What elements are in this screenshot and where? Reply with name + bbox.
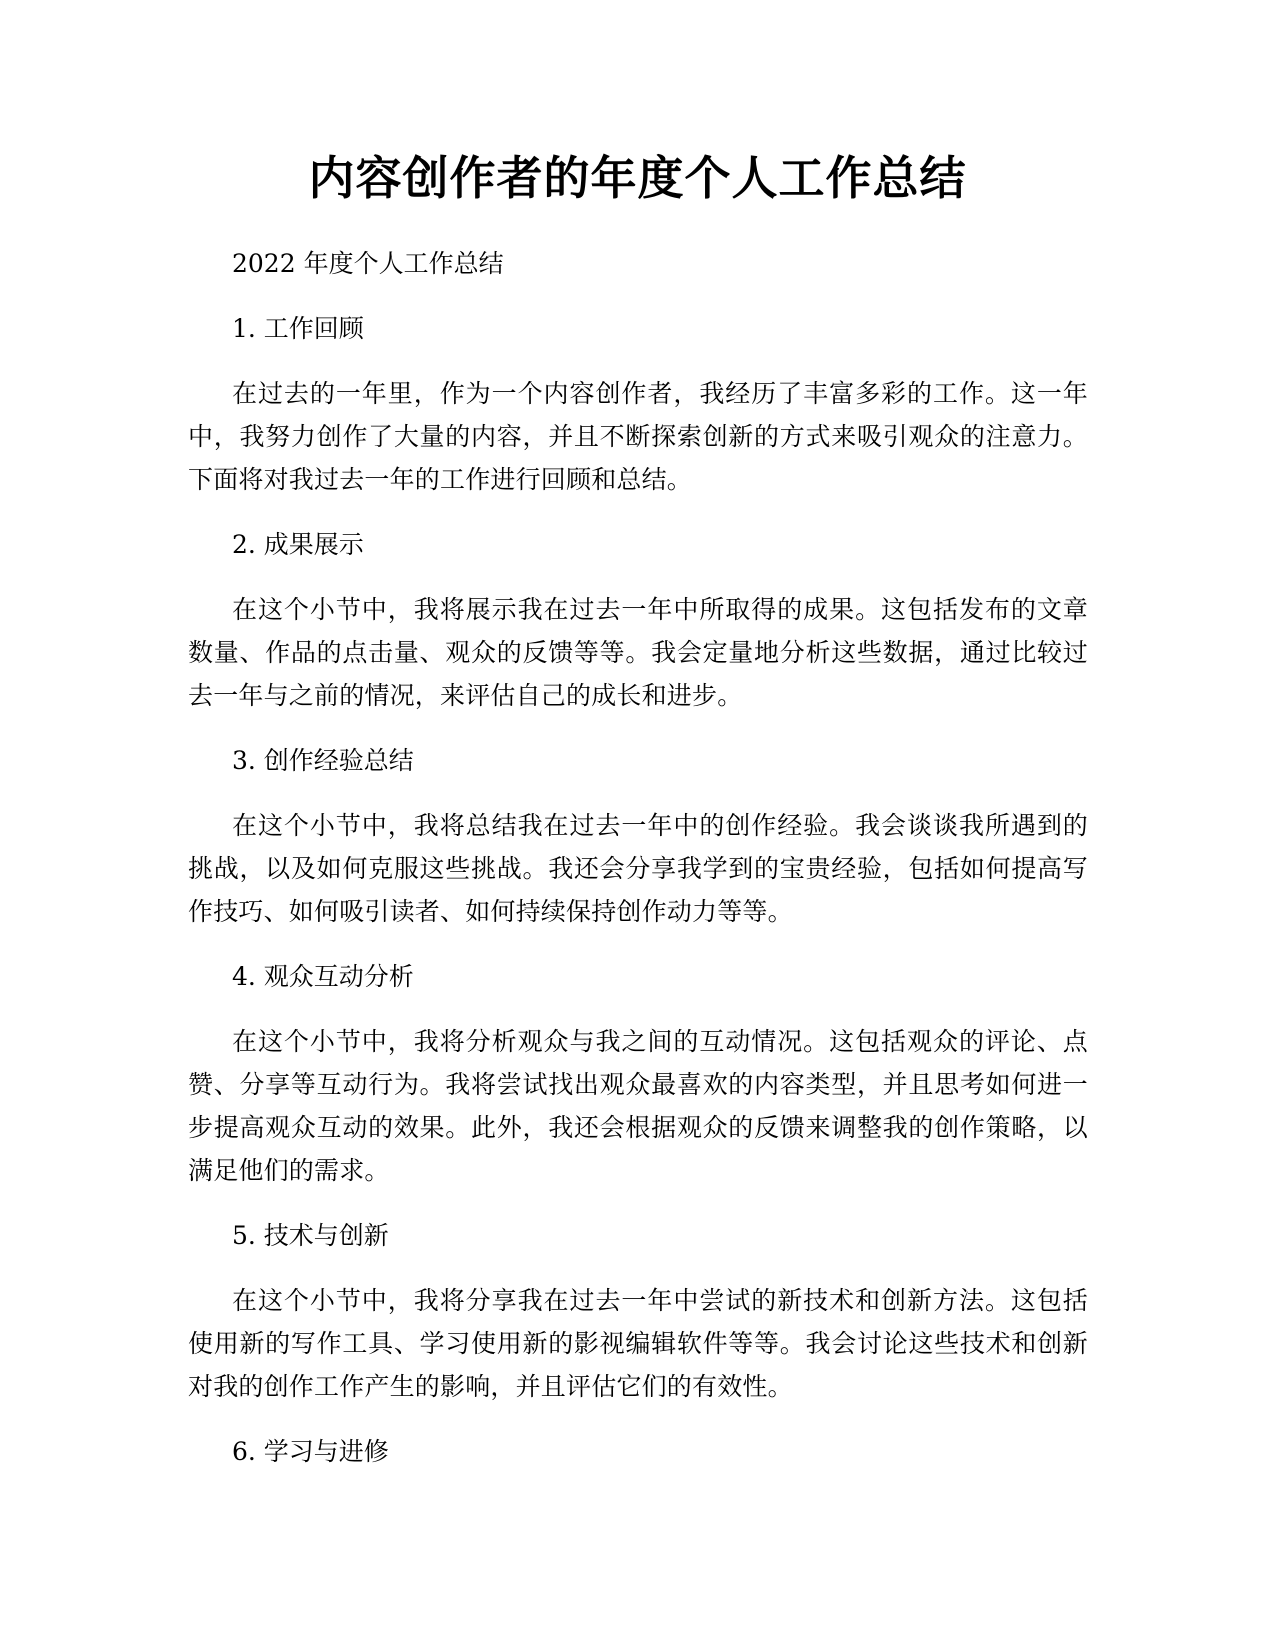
section-paragraph: 在这个小节中，我将展示我在过去一年中所取得的成果。这包括发布的文章数量、作品的点击量、观众的反馈等等。我会定量地分析这些数据，通过比较过去一年与之前的情况，来评估自己的成长和进步。	[188, 595, 1088, 710]
section-paragraph: 在这个小节中，我将分析观众与我之间的互动情况。这包括观众的评论、点赞、分享等互动行为。我将尝试找出观众最喜欢的内容类型，并且思考如何进一步提高观众互动的效果。此外，我还会根据观众的反馈来调整我的创作策略，以满足他们的需求。	[188, 1027, 1088, 1185]
document-title: 内容创作者的年度个人工作总结	[308, 151, 967, 205]
section-paragraph: 在这个小节中，我将分享我在过去一年中尝试的新技术和创新方法。这包括使用新的写作工具、学习使用新的影视编辑软件等等。我会讨论这些技术和创新对我的创作工作产生的影响，并且评估它们的有效性。	[188, 1286, 1088, 1401]
section-heading: 3. 创作经验总结	[232, 746, 414, 775]
section-heading: 2. 成果展示	[232, 530, 364, 559]
section-paragraph: 在这个小节中，我将总结我在过去一年中的创作经验。我会谈谈我所遇到的挑战，以及如何克服这些挑战。我还会分享我学到的宝贵经验，包括如何提高写作技巧、如何吸引读者、如何持续保持创作动力等等。	[188, 811, 1088, 926]
section-heading: 6. 学习与进修	[232, 1437, 389, 1466]
section-heading: 1. 工作回顾	[232, 314, 364, 343]
section-heading: 4. 观众互动分析	[232, 962, 414, 991]
section-paragraph: 在过去的一年里，作为一个内容创作者，我经历了丰富多彩的工作。这一年中，我努力创作了大量的内容，并且不断探索创新的方式来吸引观众的注意力。下面将对我过去一年的工作进行回顾和总结。	[188, 379, 1088, 494]
document-body	[188, 242, 1088, 1473]
section-heading: 5. 技术与创新	[232, 1221, 389, 1250]
document-subtitle: 2022 年度个人工作总结	[232, 249, 504, 278]
